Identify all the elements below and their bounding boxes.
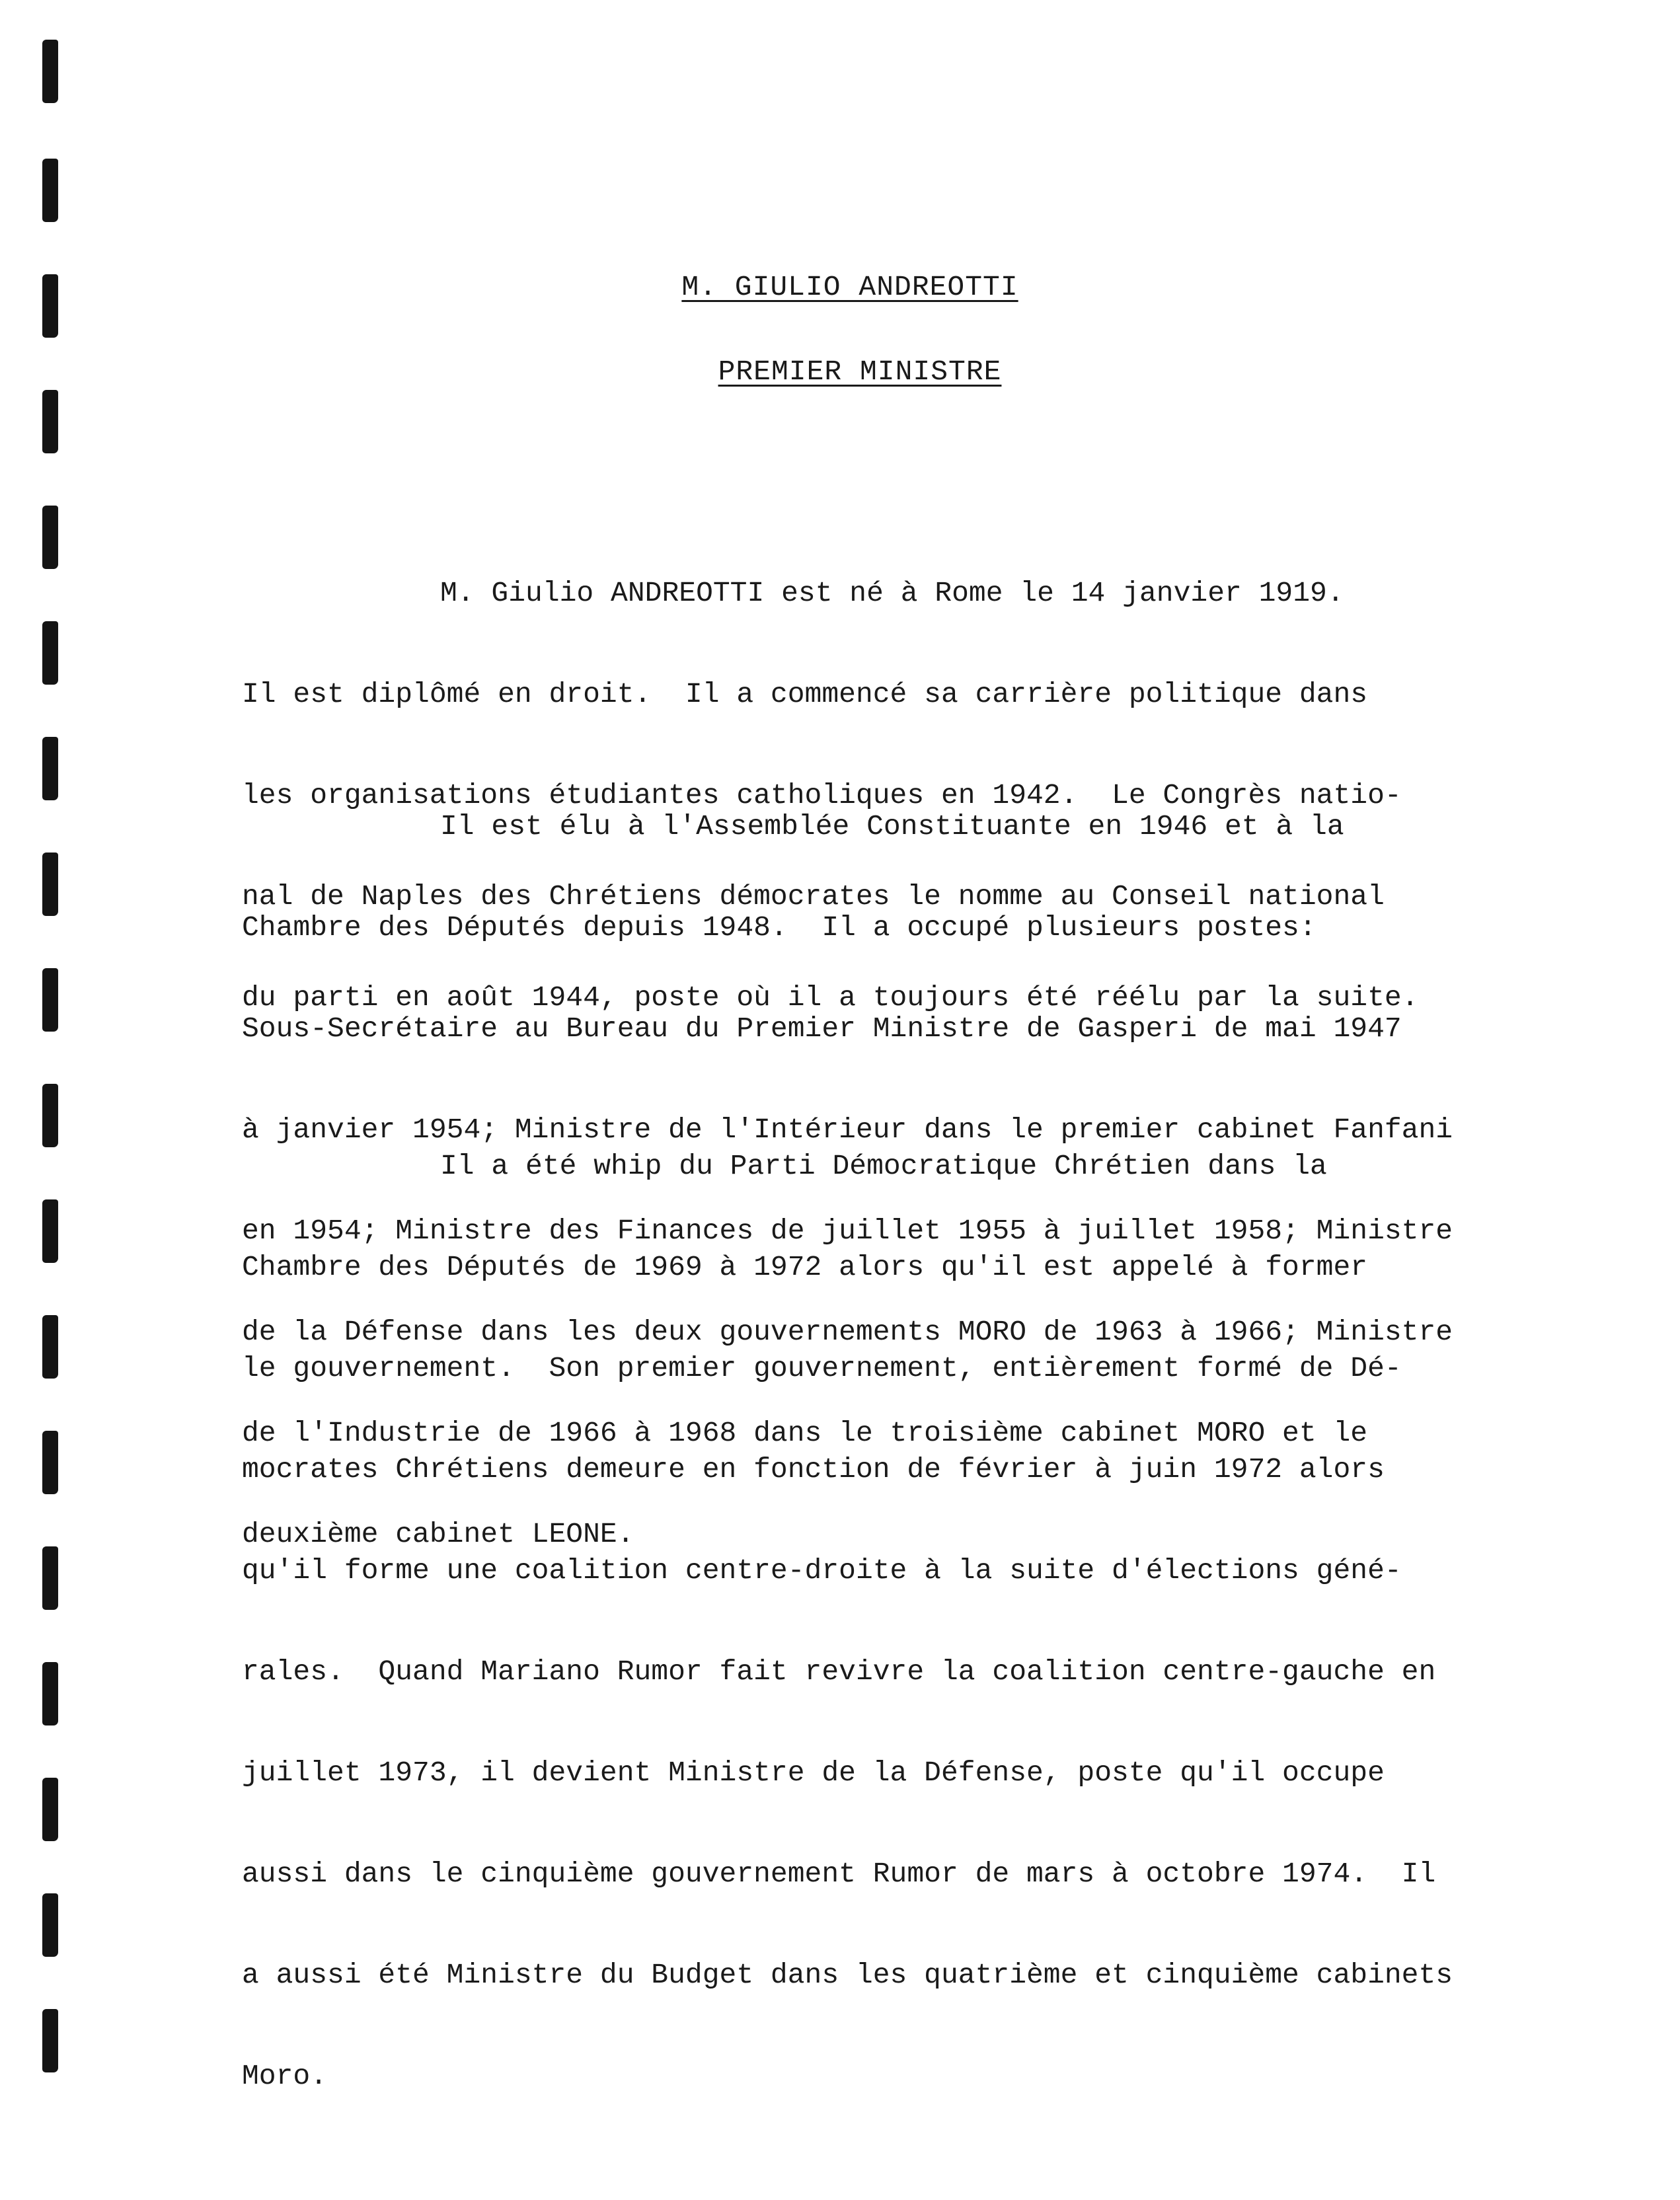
text-line: le gouvernement. Son premier gouvernement, entièrement formé de Dé-	[242, 1352, 1402, 1384]
text-line: aussi dans le cinquième gouvernement Rumor de mars à octobre 1974. Il	[242, 1858, 1436, 1890]
text-line: en 1954; Ministre des Finances de juillet 1955 à juillet 1958; Ministre	[242, 1215, 1453, 1247]
punch-hole	[42, 40, 58, 103]
text-line: du parti en août 1944, poste où il a toujours été réélu par la suite.	[242, 981, 1419, 1014]
text-line: Il est élu à l'Assemblée Constituante en 1946 et à la	[440, 810, 1344, 843]
text-line: Il a été whip du Parti Démocratique Chrétien dans la	[440, 1150, 1327, 1182]
text-line: qu'il forme une coalition centre-droite à la suite d'élections géné-	[242, 1554, 1402, 1587]
text-line: mocrates Chrétiens demeure en fonction de février à juin 1972 alors	[242, 1453, 1385, 1486]
text-line: nal de Naples des Chrétiens démocrates le nomme au Conseil national	[242, 880, 1385, 913]
text-line: juillet 1973, il devient Ministre de la Défense, poste qu'il occupe	[242, 1757, 1385, 1789]
punch-hole	[42, 1778, 58, 1841]
paragraph-3	[242, 1082, 1453, 2160]
punch-hole	[42, 390, 58, 453]
text-line: Il est diplômé en droit. Il a commencé sa carrière politique dans	[242, 678, 1368, 710]
text-line: de l'Industrie de 1966 à 1968 dans le troisième cabinet MORO et le	[242, 1417, 1368, 1449]
punch-hole	[42, 1431, 58, 1494]
punch-hole	[42, 506, 58, 569]
text-line: rales. Quand Mariano Rumor fait revivre la coalition centre-gauche en	[242, 1655, 1436, 1688]
text-line: Moro.	[242, 2060, 328, 2092]
text-line: deuxième cabinet LEONE.	[242, 1518, 634, 1550]
text-line: Chambre des Députés de 1969 à 1972 alors qu'il est appelé à former	[242, 1251, 1368, 1283]
text-line: Chambre des Députés depuis 1948. Il a occupé plusieurs postes:	[242, 911, 1317, 944]
punch-hole	[42, 159, 58, 222]
punch-hole	[42, 737, 58, 800]
punch-hole	[42, 968, 58, 1032]
text-line: a aussi été Ministre du Budget dans les quatrième et cinquième cabinets	[242, 1959, 1453, 1991]
punch-hole	[42, 1893, 58, 1957]
text-line: M. Giulio ANDREOTTI est né à Rome le 14 janvier 1919.	[440, 577, 1344, 609]
punch-hole	[42, 1084, 58, 1147]
text-line: Sous-Secrétaire au Bureau du Premier Ministre de Gasperi de mai 1947	[242, 1012, 1402, 1045]
punch-hole	[42, 2009, 58, 2072]
text-line: à janvier 1954; Ministre de l'Intérieur dans le premier cabinet Fanfani	[242, 1114, 1453, 1146]
punch-hole	[42, 1662, 58, 1726]
punch-hole	[42, 1315, 58, 1379]
document-title: M. GIULIO ANDREOTTI	[681, 271, 1018, 303]
punch-hole	[42, 1199, 58, 1263]
document-subtitle: PREMIER MINISTRE	[718, 356, 1002, 388]
punch-hole	[42, 1546, 58, 1610]
punch-hole	[42, 621, 58, 685]
punch-hole	[42, 853, 58, 916]
text-line: de la Défense dans les deux gouvernements MORO de 1963 à 1966; Ministre	[242, 1316, 1453, 1348]
text-line: les organisations étudiantes catholiques en 1942. Le Congrès natio-	[242, 779, 1402, 812]
